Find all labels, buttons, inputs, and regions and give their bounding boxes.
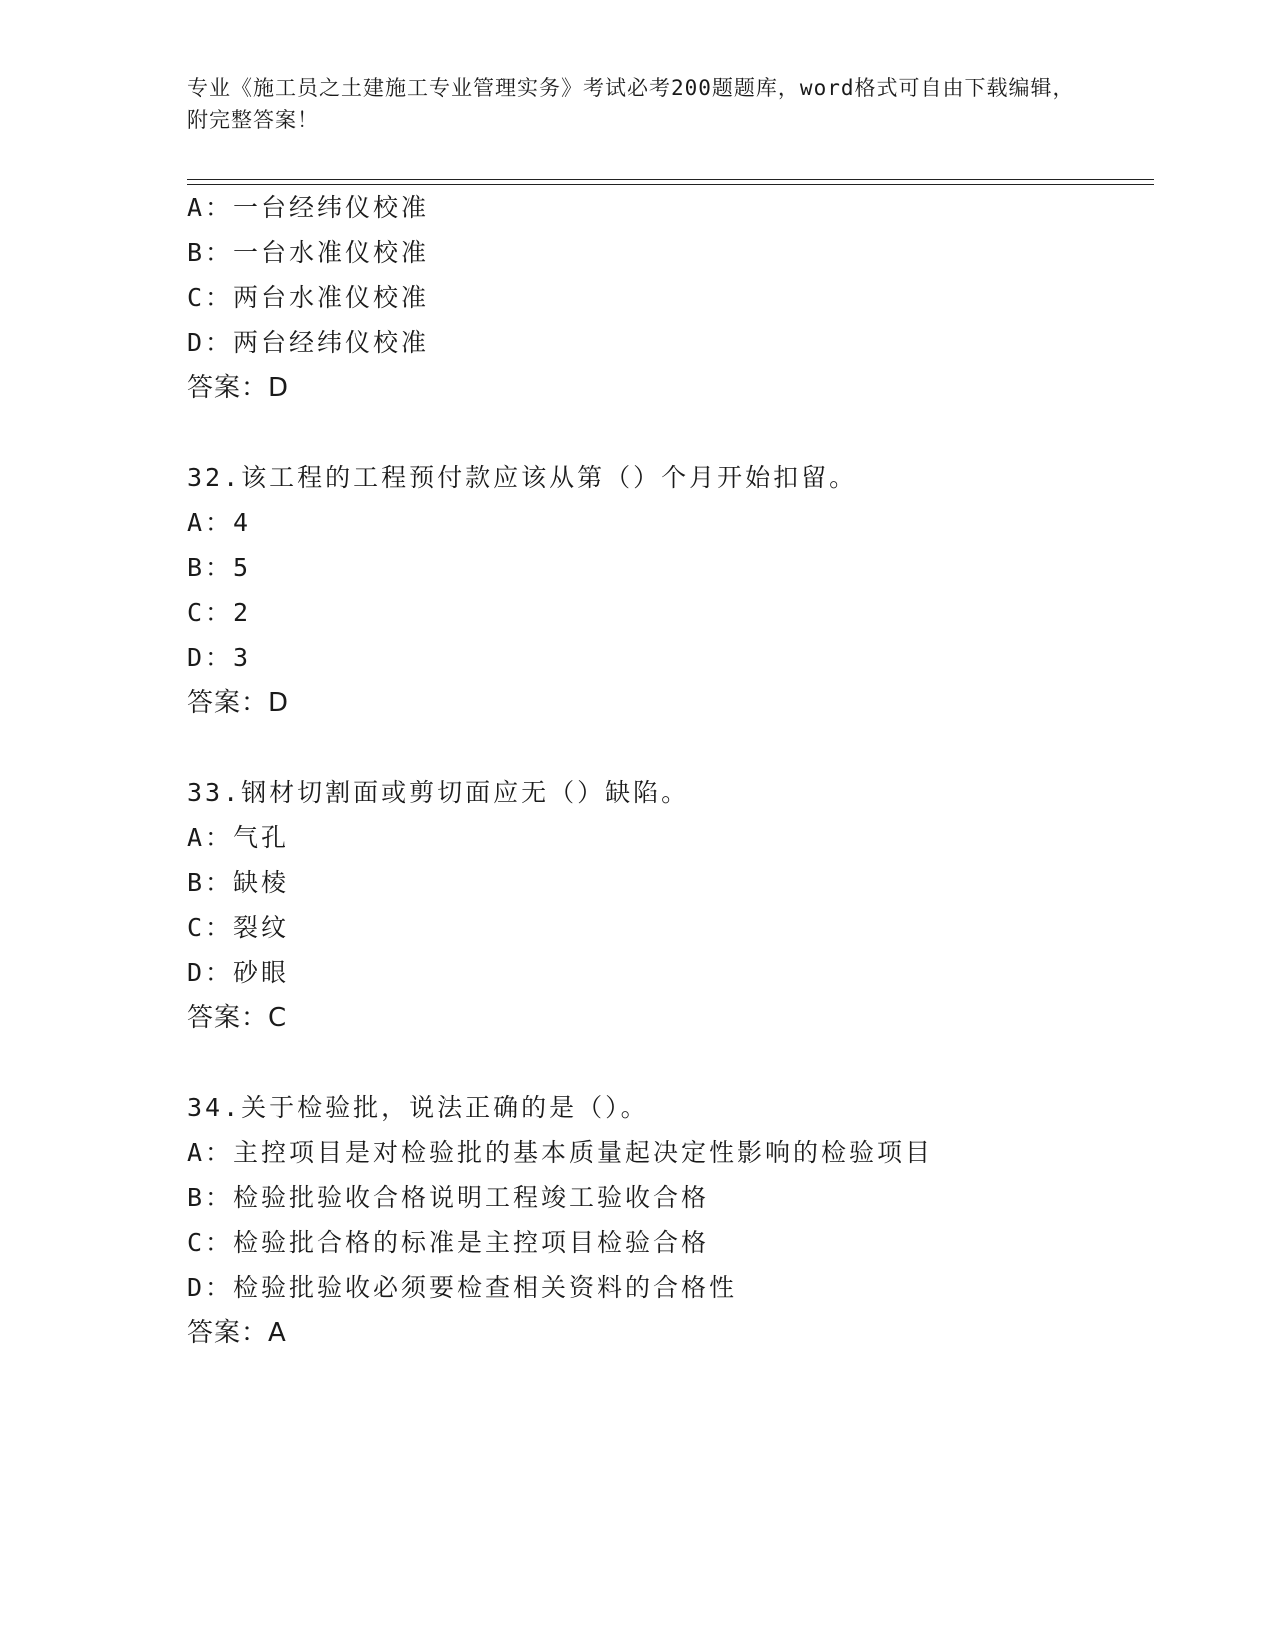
- q33-answer: 答案：C: [187, 1003, 288, 1033]
- q34-option-b: B：检验批验收合格说明工程竣工验收合格: [187, 1183, 710, 1212]
- q32-answer: 答案：D: [187, 688, 290, 718]
- q32-question: 32.该工程的工程预付款应该从第（）个月开始扣留。: [187, 463, 858, 492]
- q31-answer: 答案：D: [187, 373, 290, 403]
- q31-option-a: A：一台经纬仪校准: [187, 193, 430, 222]
- q34-answer: 答案：A: [187, 1318, 287, 1348]
- q34-option-c: C：检验批合格的标准是主控项目检验合格: [187, 1228, 710, 1257]
- q34-question: 34.关于检验批，说法正确的是（）。: [187, 1093, 649, 1122]
- q34-option-a: A：主控项目是对检验批的基本质量起决定性影响的检验项目: [187, 1138, 934, 1167]
- q33-option-c: C：裂纹: [187, 913, 290, 942]
- header-divider-bottom: [187, 184, 1154, 185]
- q31-option-b: B：一台水准仪校准: [187, 238, 430, 267]
- q33-option-a: A：气孔: [187, 823, 290, 852]
- q33-option-b: B：缺棱: [187, 868, 290, 897]
- document-title: 专业《施工员之土建施工专业管理实务》考试必考200题题库，word格式可自由下载编辑，附完整答案！: [187, 76, 1075, 132]
- q32-option-d: D：3: [187, 643, 252, 672]
- header-divider-top: [187, 179, 1154, 180]
- q33-option-d: D：砂眼: [187, 958, 290, 987]
- q34-option-d: D：检验批验收必须要检查相关资料的合格性: [187, 1273, 738, 1302]
- q31-option-d: D：两台经纬仪校准: [187, 328, 430, 357]
- q32-option-b: B：5: [187, 553, 252, 582]
- q31-option-c: C：两台水准仪校准: [187, 283, 430, 312]
- q32-option-c: C：2: [187, 598, 252, 627]
- q32-option-a: A：4: [187, 508, 252, 537]
- q33-question: 33.钢材切割面或剪切面应无（）缺陷。: [187, 778, 690, 807]
